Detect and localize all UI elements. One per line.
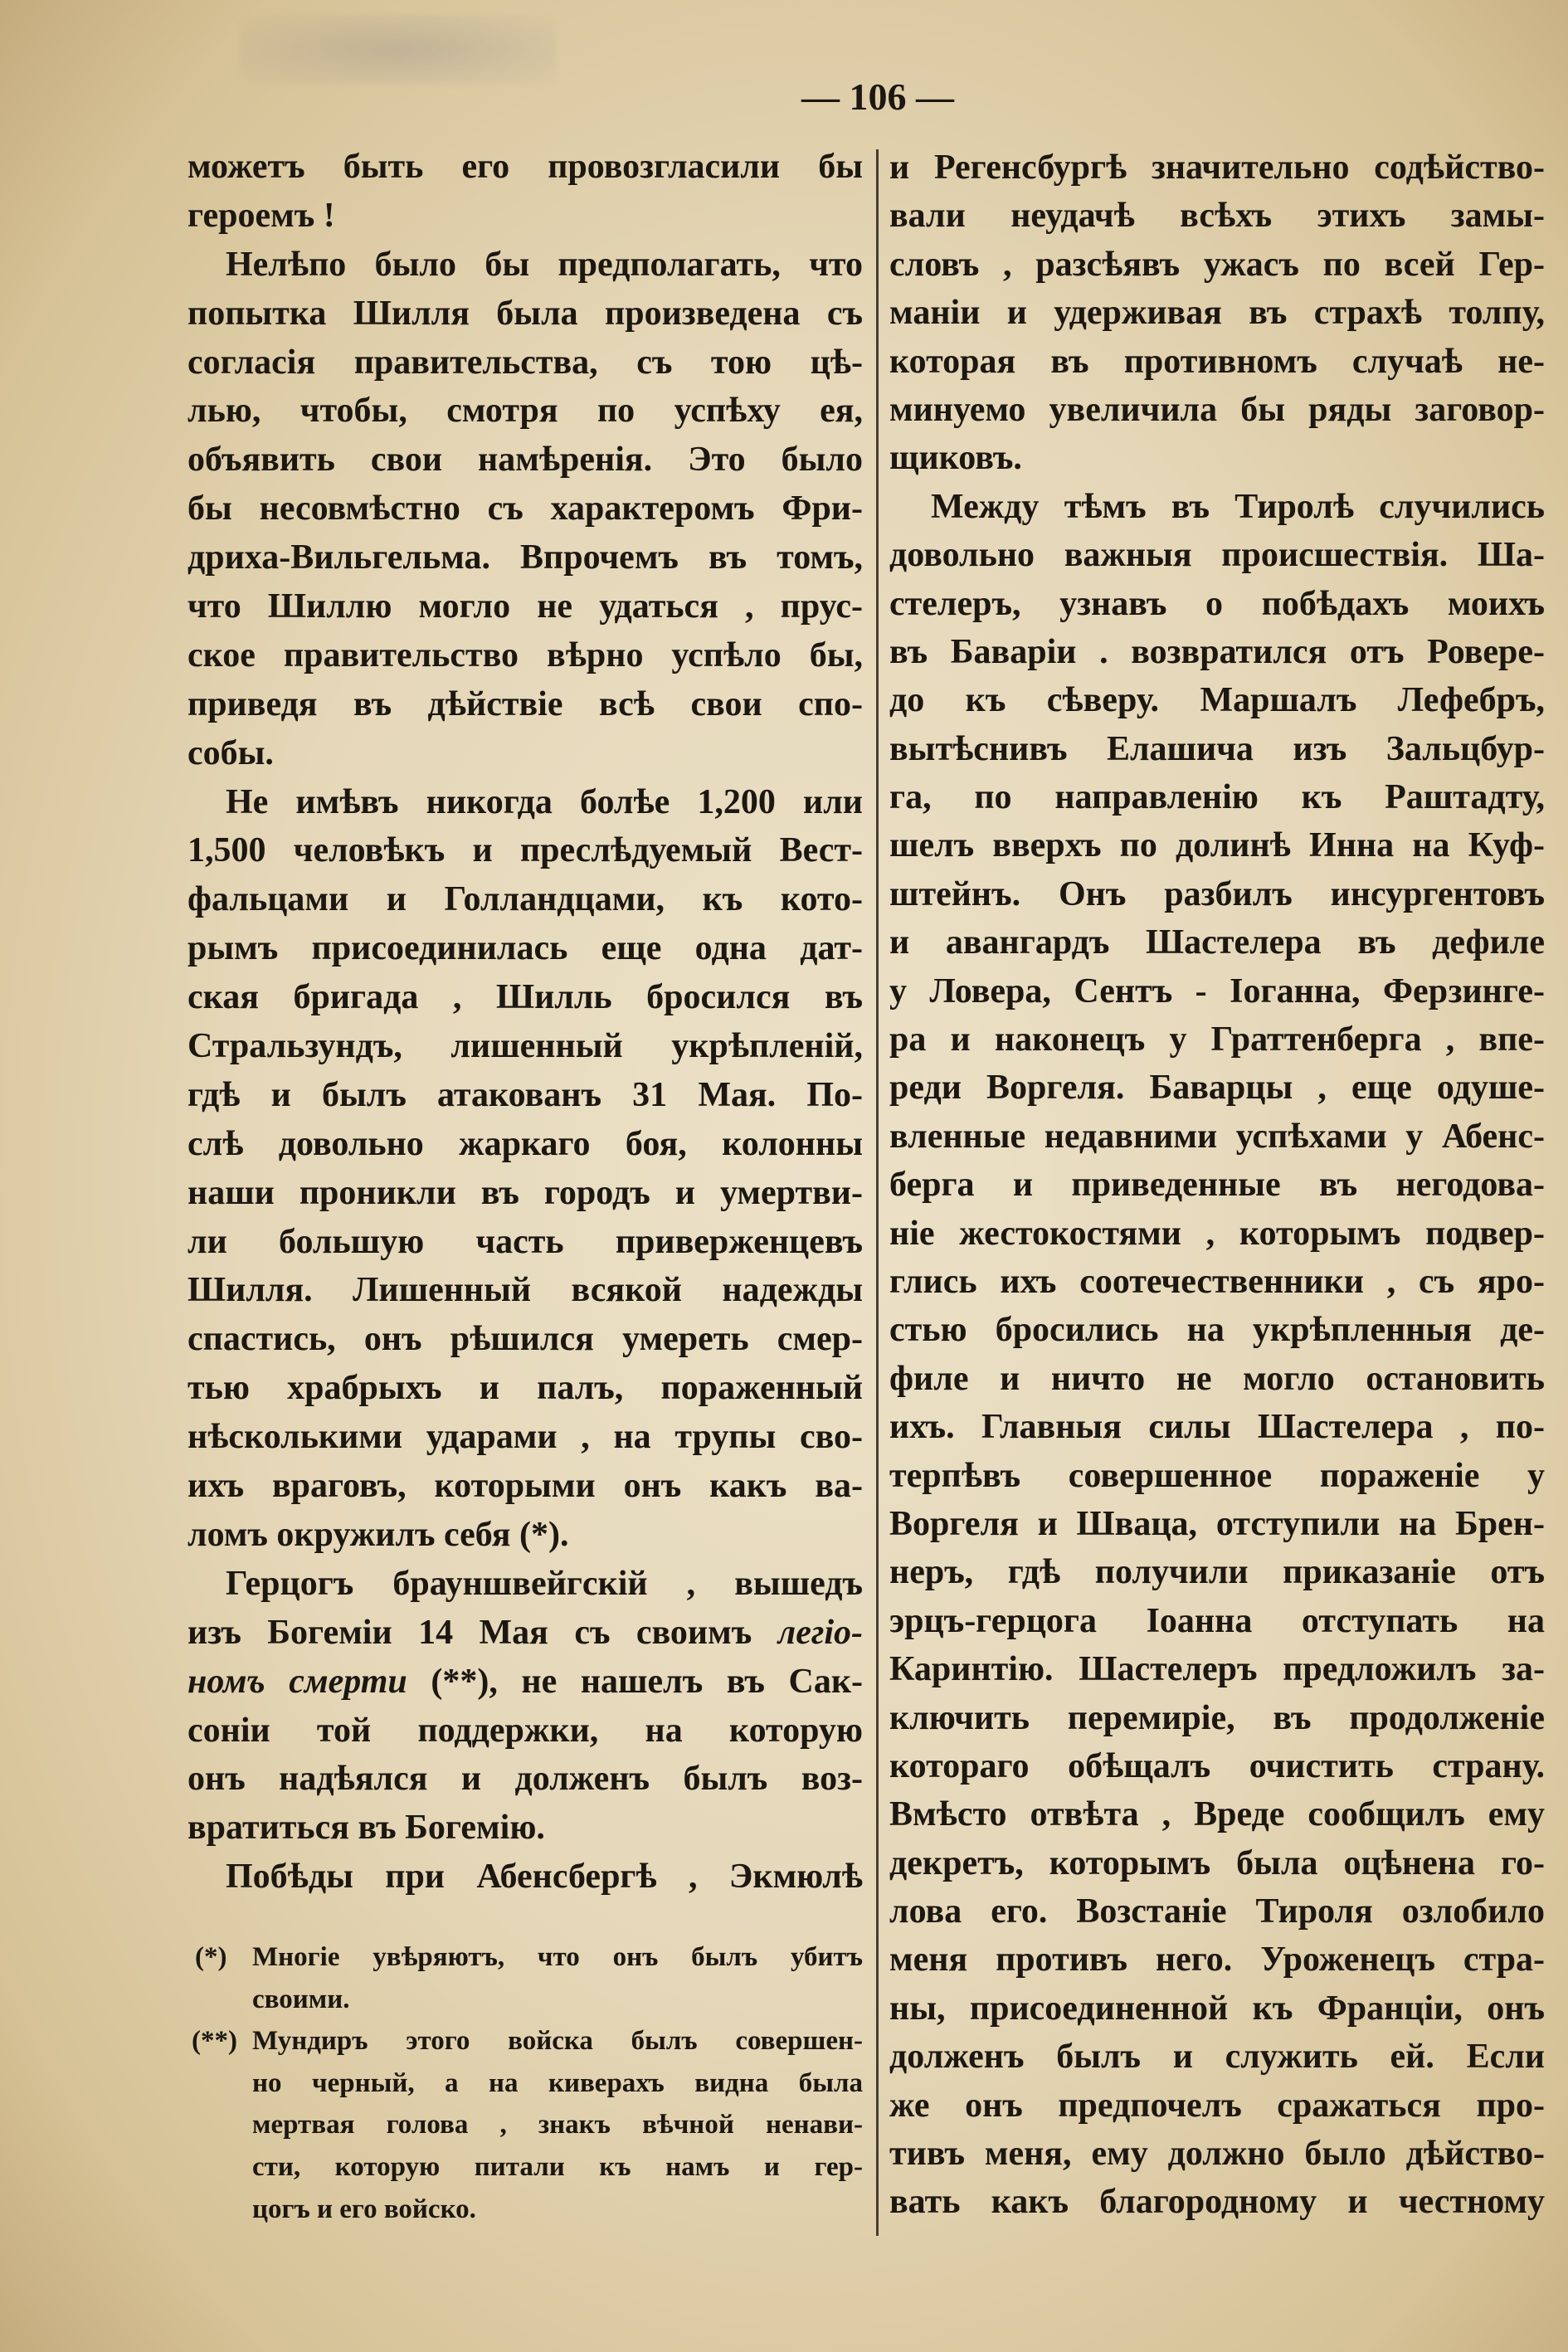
footnote-line: своими.	[252, 1984, 350, 2014]
text-line: у Ловера, Сентъ - Іоганна, Ферзинге-	[889, 971, 1545, 1010]
paragraph-start-line: Герцогъ брауншвейгскій , вышедъ	[226, 1564, 863, 1603]
text-line: и авангардъ Шастелера въ дефиле	[889, 923, 1545, 962]
text-line: рымъ присоединилась еще одна дат-	[187, 929, 863, 968]
text-line: героемъ !	[187, 196, 335, 235]
text-line: Вмѣсто отвѣта , Вреде сообщилъ ему	[889, 1795, 1545, 1834]
footnote-marker: (*)	[195, 1942, 227, 1972]
text-line: Шилля. Лишенный всякой надежды	[187, 1271, 863, 1310]
text-line: глись ихъ соотечественники , съ яро-	[889, 1262, 1545, 1301]
right-column	[889, 144, 1545, 2227]
text-line: до къ сѣверу. Маршалъ Лефебръ,	[889, 681, 1545, 720]
text-line: въ Баваріи . возвратился отъ Ровере-	[889, 632, 1545, 671]
paragraph-start-line: Нелѣпо было бы предполагать, что	[226, 245, 863, 284]
text-line	[187, 1609, 863, 1658]
text-line: Воргеля и Шваца, отступили на Брен-	[889, 1504, 1545, 1543]
page-number: — 106 —	[801, 75, 954, 118]
text-line: лью, чтобы, смотря по успѣху ея,	[187, 392, 863, 431]
text-line: ли большую часть приверженцевъ	[187, 1222, 863, 1261]
text-line: бы несовмѣстно съ характеромъ Фри-	[187, 489, 863, 528]
library-stamp	[241, 15, 556, 85]
text-line: и Регенсбургѣ значительно содѣйство-	[889, 149, 1545, 187]
footnote-line: но черный, а на киверахъ видна была	[252, 2067, 863, 2098]
text-line: вать какъ благородному и честному	[889, 2183, 1545, 2222]
text-line: минуемо увеличила бы ряды заговор-	[889, 390, 1545, 429]
text-line: ны, присоединенной къ Франціи, онъ	[889, 1989, 1545, 2028]
text-line: га, по направленію къ Раштадту,	[889, 778, 1545, 817]
text-line: вратиться въ Богемію.	[187, 1809, 545, 1848]
footnote-line: цогъ и его войско.	[252, 2194, 476, 2224]
text-line	[187, 1658, 863, 1707]
text-line: щиковъ.	[889, 439, 1022, 478]
text-line: наши проникли въ городъ и умертви-	[187, 1173, 863, 1212]
text-line: стью бросились на укрѣпленныя де-	[889, 1311, 1545, 1350]
text-line: терпѣвъ совершенное пораженіе у	[889, 1456, 1545, 1495]
text-line: дриха-Вильгельма. Впрочемъ въ томъ,	[187, 538, 863, 577]
text-line: согласія правительства, съ тою цѣ-	[187, 343, 863, 382]
text-line: ская бригада , Шилль бросился въ	[187, 978, 863, 1017]
text-line: довольно важныя происшествія. Ша-	[889, 536, 1545, 575]
text-line: стелеръ, узнавъ о побѣдахъ моихъ	[889, 584, 1545, 623]
text-line: вали неудачѣ всѣхъ этихъ замы-	[889, 197, 1545, 236]
text-line: приведя въ дѣйствіе всѣ свои спо-	[187, 684, 863, 723]
text-line: 1,500 человѣкъ и преслѣдуемый Вест-	[187, 831, 863, 870]
footnote-line: Многіе увѣряютъ, что онъ былъ убитъ	[252, 1942, 863, 1972]
text-span: изъ Богеміи 14 Мая съ своимъ	[187, 1613, 752, 1652]
text-line: ра и наконецъ у Граттенберга , впе-	[889, 1020, 1545, 1059]
text-line: филе и ничто не могло остановить	[889, 1359, 1545, 1398]
text-line: ихъ враговъ, которыми онъ какъ ва-	[187, 1467, 863, 1506]
text-line: Стральзундъ, лишенный укрѣпленій,	[187, 1027, 863, 1066]
text-line: фальцами и Голландцами, къ кото-	[187, 880, 863, 919]
text-line: объявить свои намѣренія. Это было	[187, 441, 863, 480]
italic-span: легіо-	[777, 1613, 863, 1652]
text-line: вленные недавними успѣхами у Абенс-	[889, 1117, 1545, 1156]
text-line: слѣ довольно жаркаго боя, колонны	[187, 1124, 863, 1163]
footnote	[187, 2020, 863, 2230]
paragraph-start-line: Между тѣмъ въ Тиролѣ случились	[931, 487, 1545, 526]
text-line: ніе жестокостями , которымъ подвер-	[889, 1214, 1545, 1253]
text-line: попытка Шилля была произведена съ	[187, 294, 863, 333]
text-line: эрцъ-герцога Іоанна отступать на	[889, 1601, 1545, 1640]
text-line: ключить перемиріе, въ продолженіе	[889, 1698, 1545, 1737]
footnote	[187, 1936, 863, 2020]
text-line: маніи и удерживая въ страхѣ толпу,	[889, 294, 1545, 333]
text-line: онъ надѣялся и долженъ былъ воз-	[187, 1760, 863, 1799]
text-line: неръ, гдѣ получили приказаніе отъ	[889, 1553, 1545, 1592]
text-line: тью храбрыхъ и палъ, пораженный	[187, 1369, 863, 1408]
text-line: ихъ. Главныя силы Шастелера , по-	[889, 1408, 1545, 1447]
text-line: долженъ былъ и служить ей. Если	[889, 2038, 1545, 2077]
text-line: что Шиллю могло не удаться , прус-	[187, 587, 863, 626]
text-line: тивъ меня, ему должно было дѣйство-	[889, 2135, 1545, 2174]
paragraph-start-line: Не имѣвъ никогда болѣе 1,200 или	[226, 782, 863, 821]
text-line: реди Воргеля. Баварцы , еще одуше-	[889, 1069, 1545, 1108]
text-line: можетъ быть его провозгласили бы	[187, 148, 863, 186]
text-line: собы.	[187, 733, 274, 772]
text-line: шелъ вверхъ по долинѣ Инна на Куф-	[889, 826, 1545, 865]
text-line: которая въ противномъ случаѣ не-	[889, 342, 1545, 381]
text-line: спастись, онъ рѣшился умереть смер-	[187, 1320, 863, 1359]
text-line: нѣсколькими ударами , на трупы сво-	[187, 1418, 863, 1457]
footnote-line: мертвая голова , знакъ вѣчной ненави-	[252, 2110, 863, 2140]
text-line: штейнъ. Онъ разбилъ инсургентовъ	[889, 874, 1545, 913]
paragraph-start-line: Побѣды при Абенсбергѣ , Экмюлѣ	[226, 1858, 863, 1897]
text-line: словъ , разсѣявъ ужасъ по всей Гер-	[889, 245, 1545, 284]
text-line: ломъ окружилъ себя (*).	[187, 1515, 569, 1554]
text-line: же онъ предпочелъ сражаться про-	[889, 2086, 1545, 2125]
footnote-marker: (**)	[192, 2026, 237, 2057]
text-line: гдѣ и былъ атакованъ 31 Мая. По-	[187, 1075, 863, 1114]
text-line: декретъ, которымъ была оцѣнена го-	[889, 1843, 1545, 1882]
left-column	[187, 143, 863, 1902]
footnote-line: Мундиръ этого войска былъ совершен-	[252, 2026, 863, 2057]
text-line: Каринтію. Шастелеръ предложилъ за-	[889, 1650, 1545, 1689]
footnotes	[187, 1936, 863, 2230]
text-span: (**), не нашелъ въ Сак-	[431, 1662, 863, 1701]
text-line: лова его. Возстаніе Тироля озлобило	[889, 1892, 1545, 1931]
text-line: котораго обѣщалъ очистить страну.	[889, 1746, 1545, 1785]
text-line: берга и приведенные въ негодова-	[889, 1166, 1545, 1205]
text-line: соніи той поддержки, на которую	[187, 1711, 863, 1750]
footnote-line: сти, которую питали къ намъ и гер-	[252, 2151, 863, 2182]
italic-span: номъ смерти	[187, 1662, 407, 1701]
text-line: вытѣснивъ Елашича изъ Зальцбур-	[889, 729, 1545, 768]
text-line: ское правительство вѣрно успѣло бы,	[187, 635, 863, 674]
text-line: меня противъ него. Уроженецъ стра-	[889, 1941, 1545, 1979]
column-rule	[876, 149, 879, 2236]
